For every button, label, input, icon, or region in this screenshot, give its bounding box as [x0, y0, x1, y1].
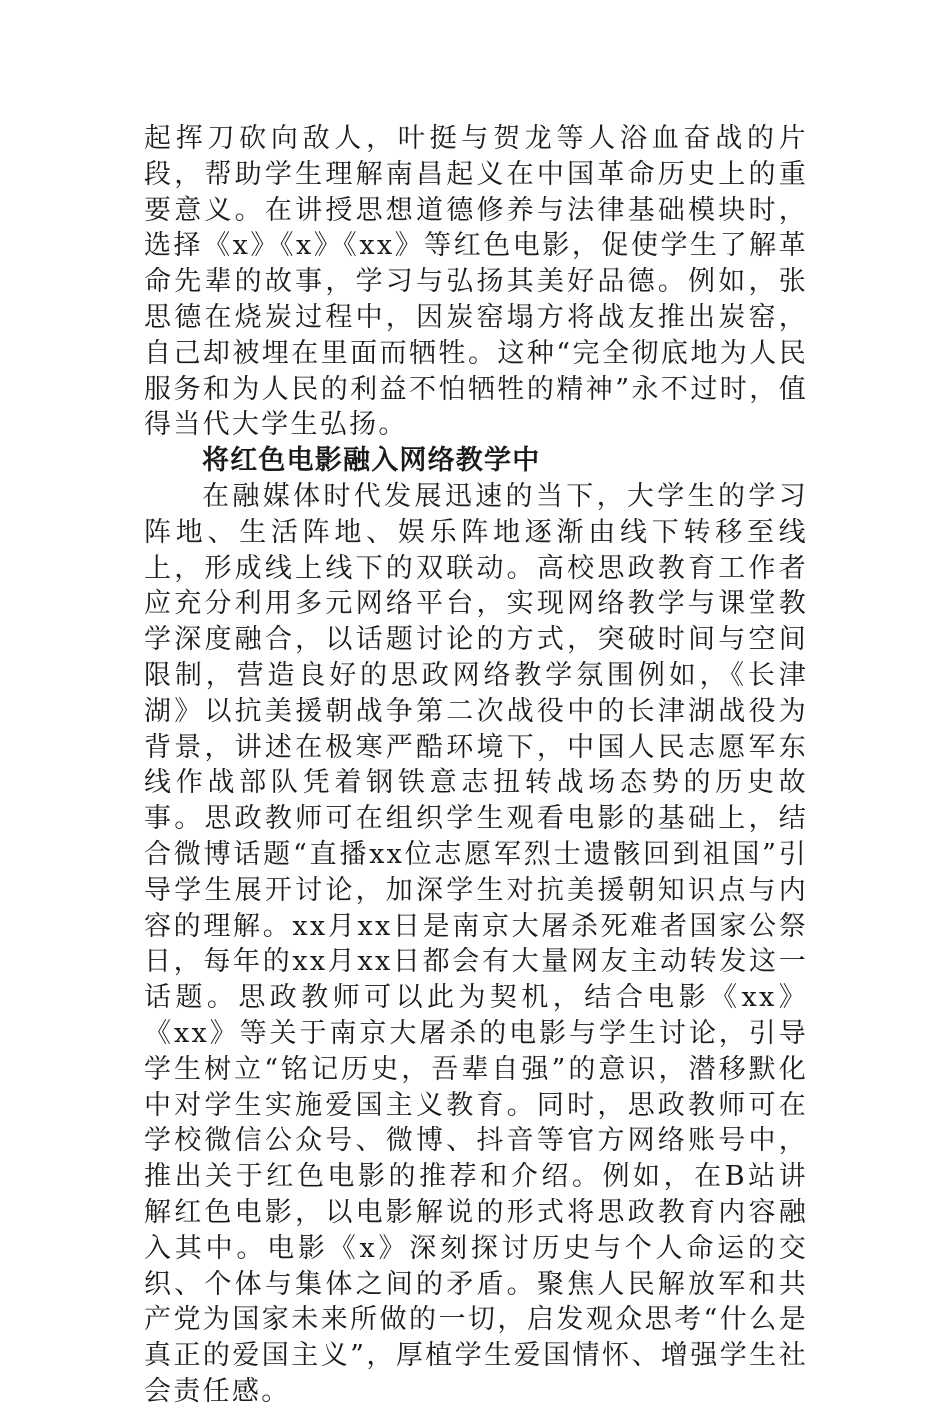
section-heading: 将红色电影融入网络教学中	[202, 445, 541, 477]
paragraph-body: 在融媒体时代发展迅速的当下，大学生的学习阵地、生活阵地、娱乐阵地逐渐由线下转移至线上，形成线上线下的双联动。高校思政教育工作者应充分利用多元网络平台，实现网络教学与课堂教学深度融合，以话题讨论的方式，突破时间与空间限制，营造良好的思政网络教学氛围例如，《长津湖》以抗美援朝战争第二次战役中的长津湖战役为背景，讲述在极寒严酷环境下，中国人民志愿军东线作战部队凭着钢铁意志扭转战场态势的历史故事。思政教师可在组织学生观看电影的基础上，结合微博话题“直播xx位志愿军烈士遗骸回到祖国”引导学生展开讨论，加深学生对抗美援朝知识点与内容的理解。xx月xx日是南京大屠杀死难者国家公祭日，每年的xx月xx日都会有大量网友主动转发这一话题。思政教师可以此为契机，结合电影《xx》《xx》等关于南京大屠杀的电影与学生讨论，引导学生树立“铭记历史，吾辈自强”的意识，潜移默化中对学生实施爱国主义教育。同时，思政教师可在学校微信公众号、微博、抖音等官方网络账号中，推出关于红色电影的推荐和介绍。例如，在B站讲解红色电影，以电影解说的形式将思政教育内容融入其中。电影《x》深刻探讨历史与个人命运的交织、个体与集体之间的矛盾。聚焦人民解放军和共产党为国家未来所做的一切，启发观众思考“什么是真正的爱国主义”，厚植学生爱国情怀、增强学生社会责任感。	[144, 480, 808, 1407]
paragraph-continued: 起挥刀砍向敌人，叶挺与贺龙等人浴血奋战的片段，帮助学生理解南昌起义在中国革命历史上的重要意义。在讲授思想道德修养与法律基础模块时，选择《x》《x》《xx》等红色电影，促使学生了解革命先辈的故事，学习与弘扬其美好品德。例如，张思德在烧炭过程中，因炭窑塌方将战友推出炭窑，自己却被埋在里面而牺牲。这种“完全彻底地为人民服务和为人民的利益不怕牺牲的精神”永不过时，值得当代大学生弘扬。	[144, 123, 808, 441]
document-body	[144, 121, 808, 1410]
